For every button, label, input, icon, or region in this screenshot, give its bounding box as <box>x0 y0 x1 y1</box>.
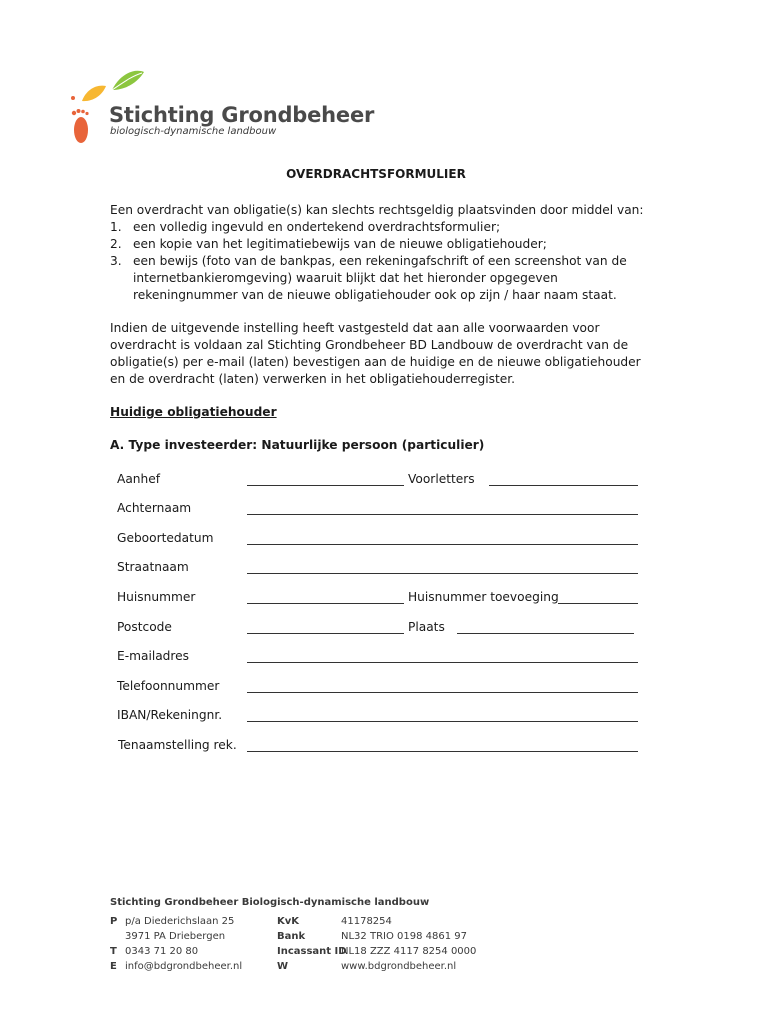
logo-subtitle: biologisch-dynamische landbouw <box>110 126 277 137</box>
huisnummer-toevoeging-field[interactable] <box>558 603 638 604</box>
achternaam-field[interactable] <box>247 514 638 515</box>
footer-address-line1: p/a Diederichslaan 25 <box>125 916 235 927</box>
list-number: 1. <box>110 220 122 234</box>
telefoonnummer-field[interactable] <box>247 692 638 693</box>
list-item: een bewijs (foto van de bankpas, een rekeningafschrift of een screenshot van de <box>133 254 627 268</box>
huisnummer-toevoeging-label: Huisnummer toevoeging <box>408 590 559 604</box>
footer-key: Incassant ID <box>277 946 347 957</box>
footer-key: E <box>110 961 117 972</box>
footer-bank: NL32 TRIO 0198 4861 97 <box>341 931 467 942</box>
plaats-label: Plaats <box>408 620 445 634</box>
paragraph-line: Indien de uitgevende instelling heeft vastgesteld dat aan alle voorwaarden voor <box>110 321 600 335</box>
paragraph-line: obligatie(s) per e-mail (laten) bevestigen aan de huidige en de nieuwe obligatiehouder <box>110 355 641 369</box>
paragraph-line: overdracht is voldaan zal Stichting Grondbeheer BD Landbouw de overdracht van de <box>110 338 629 352</box>
footprint-icon <box>71 96 89 143</box>
footer-incassant: NL18 ZZZ 4117 8254 0000 <box>341 946 477 957</box>
footer-email: info@bdgrondbeheer.nl <box>125 961 243 972</box>
geboortedatum-field[interactable] <box>247 544 638 545</box>
emailadres-field[interactable] <box>247 662 638 663</box>
list-item: een kopie van het legitimatiebewijs van de nieuwe obligatiehouder; <box>133 237 547 251</box>
footer-key: KvK <box>277 916 300 927</box>
aanhef-label: Aanhef <box>117 472 161 486</box>
emailadres-label: E-mailadres <box>117 649 190 663</box>
iban-field[interactable] <box>247 721 638 722</box>
telefoonnummer-label: Telefoonnummer <box>117 679 220 693</box>
straatnaam-label: Straatnaam <box>117 560 189 574</box>
list-number: 3. <box>110 254 122 268</box>
postcode-field[interactable] <box>247 633 404 634</box>
type-heading: A. Type investeerder: Natuurlijke persoon (particulier) <box>110 438 485 452</box>
yellow-leaf-icon <box>82 86 106 101</box>
footer-key: W <box>277 961 289 972</box>
postcode-label: Postcode <box>117 620 172 634</box>
paragraph-line: en de overdracht (laten) verwerken in het obligatiehouderregister. <box>110 372 515 386</box>
aanhef-field[interactable] <box>247 485 404 486</box>
plaats-field[interactable] <box>457 633 634 634</box>
voorletters-field[interactable] <box>489 485 638 486</box>
voorletters-label: Voorletters <box>408 472 475 486</box>
footer-key: T <box>110 946 117 957</box>
footer-organization: Stichting Grondbeheer Biologisch-dynamische landbouw <box>110 897 430 908</box>
footer-key: P <box>110 916 118 927</box>
footer-key: Bank <box>277 931 306 942</box>
straatnaam-field[interactable] <box>247 573 638 574</box>
huisnummer-field[interactable] <box>247 603 404 604</box>
footer-kvk: 41178254 <box>341 916 392 927</box>
geboortedatum-label: Geboortedatum <box>117 531 214 545</box>
logo-title: Stichting Grondbeheer <box>109 103 375 127</box>
achternaam-label: Achternaam <box>117 501 192 515</box>
list-item-continued: rekeningnummer van de nieuwe obligatiehouder ook op zijn / haar naam staat. <box>133 288 617 302</box>
tenaamstelling-field[interactable] <box>247 751 638 752</box>
list-item: een volledig ingevuld en ondertekend overdrachtsformulier; <box>133 220 501 234</box>
huisnummer-label: Huisnummer <box>117 590 196 604</box>
document-title: OVERDRACHTSFORMULIER <box>286 167 466 181</box>
list-item-continued: internetbankieromgeving) waaruit blijkt dat het hieronder opgegeven <box>133 271 558 285</box>
intro-text: Een overdracht van obligatie(s) kan slechts rechtsgeldig plaatsvinden door middel van: <box>110 203 644 217</box>
iban-label: IBAN/Rekeningnr. <box>117 708 223 722</box>
list-number: 2. <box>110 237 122 251</box>
footer-phone: 0343 71 20 80 <box>125 946 199 957</box>
footer-website: www.bdgrondbeheer.nl <box>341 961 457 972</box>
tenaamstelling-label: Tenaamstelling rek. <box>118 738 237 752</box>
section-heading: Huidige obligatiehouder <box>110 405 277 419</box>
footer-address-line2: 3971 PA Driebergen <box>125 931 226 942</box>
